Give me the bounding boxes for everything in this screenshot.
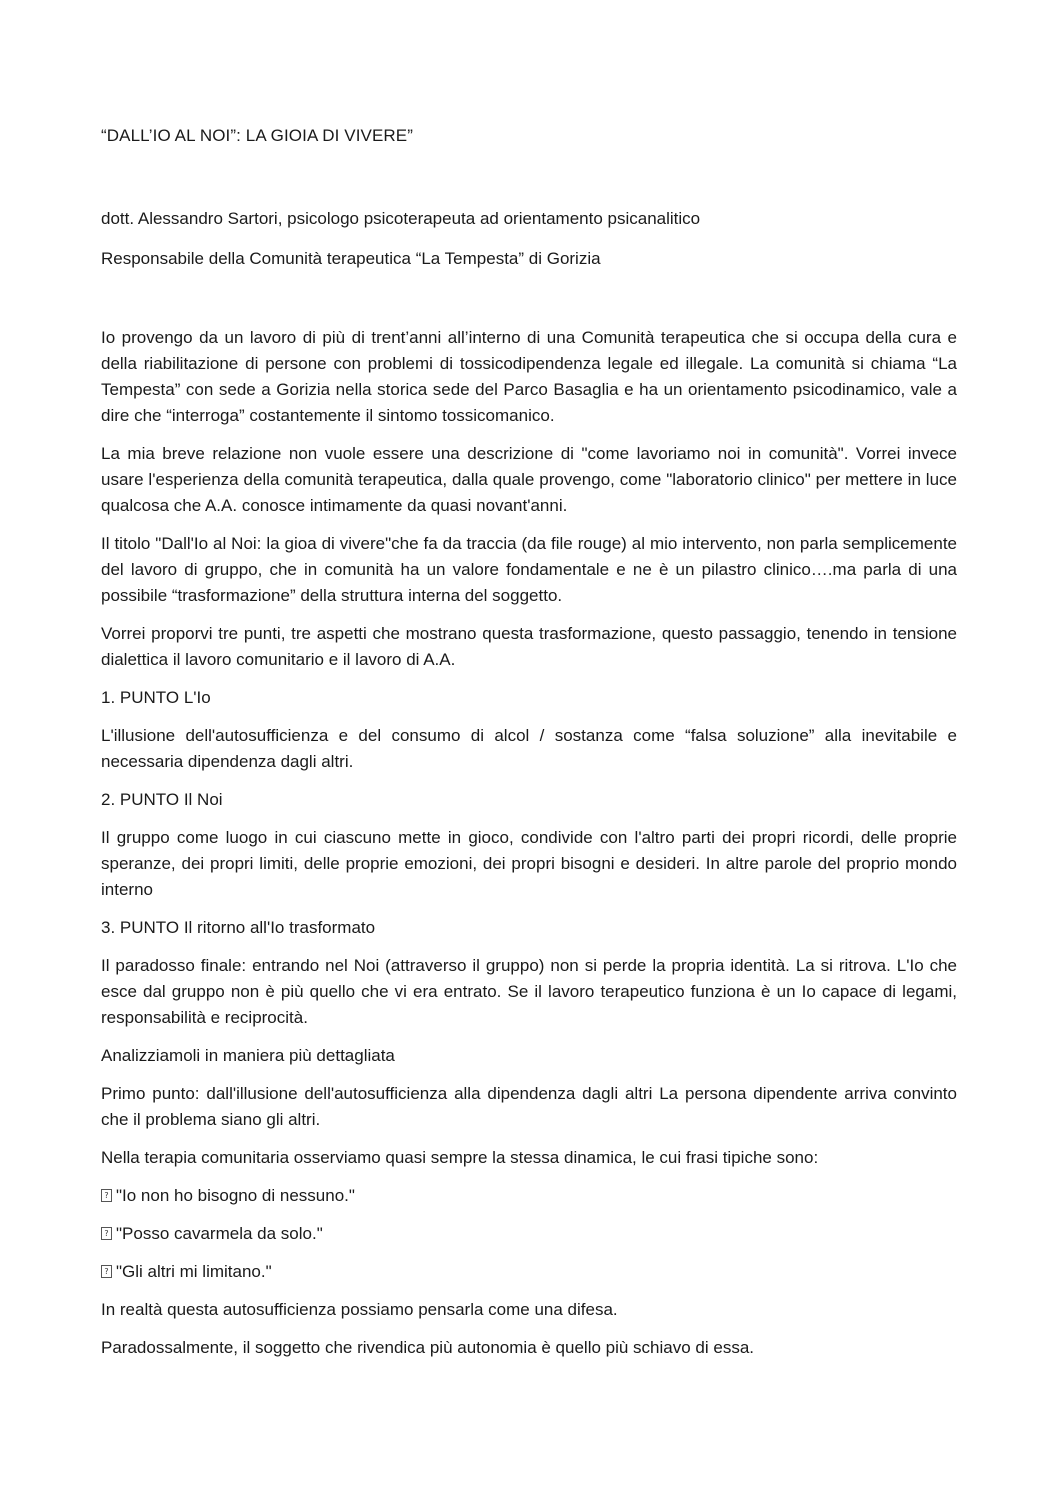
section-heading: 1. PUNTO L'Io — [101, 688, 211, 707]
missing-glyph-icon: ? — [101, 1189, 112, 1202]
quote-text: "Posso cavarmela da solo." — [116, 1224, 323, 1243]
author-role: Responsabile della Comunità terapeutica “La Tempesta” di Gorizia — [101, 249, 601, 268]
paragraph: L'illusione dell'autosufficienza e del consumo di alcol / sostanza come “falsa soluzione” alla inevitabile e necessaria dipendenza dagli altri. — [101, 726, 957, 771]
section-heading: 3. PUNTO Il ritorno all'Io trasformato — [101, 918, 376, 937]
paragraph: La mia breve relazione non vuole essere una descrizione di "come lavoriamo noi in comunità". Vorrei invece usare l'esperienza della comunità terapeutica, dalla quale provengo, come "laboratorio clinico" per mettere in luce qualcosa che A.A. conosce intimamente da quasi novant'anni. — [101, 444, 957, 515]
quote-item — [101, 1221, 957, 1247]
document-body — [101, 325, 957, 1373]
paragraph: Nella terapia comunitaria osserviamo quasi sempre la stessa dinamica, le cui frasi tipiche sono: — [101, 1148, 819, 1167]
quote-text: "Gli altri mi limitano." — [116, 1262, 272, 1281]
quote-text: "Io non ho bisogno di nessuno." — [116, 1186, 355, 1205]
paragraph: Il paradosso finale: entrando nel Noi (attraverso il gruppo) non si perde la propria identità. La si ritrova. L'Io che esce dal gruppo non è più quello che vi era entrato. Se il lavoro terapeutico funziona è un Io capace di legami, responsabilità e reciprocità. — [101, 956, 957, 1027]
paragraph: In realtà questa autosufficienza possiamo pensarla come una difesa. — [101, 1300, 618, 1319]
paragraph: Io provengo da un lavoro di più di trent’anni all’interno di una Comunità terapeutica che si occupa della cura e della riabilitazione di persone con problemi di tossicodipendenza legale ed illegale. La comunità si chiama “La Tempesta” con sede a Gorizia nella storica sede del Parco Basaglia e ha un orientamento psicodinamico, vale a dire che “interroga” costantemente il sintomo tossicomanico. — [101, 328, 957, 425]
document-title: “DALL’IO AL NOI”: LA GIOIA DI VIVERE” — [101, 126, 414, 145]
quote-item — [101, 1183, 957, 1209]
paragraph: Analizziamoli in maniera più dettagliata — [101, 1046, 395, 1065]
paragraph: Il titolo "Dall'Io al Noi: la gioa di vivere"che fa da traccia (da file rouge) al mio intervento, non parla semplicemente del lavoro di gruppo, che in comunità ha un valore fondamentale e ne è un pilastro clinico….ma parla di una possibile “trasformazione” della struttura interna del soggetto. — [101, 534, 957, 605]
paragraph: Il gruppo come luogo in cui ciascuno mette in gioco, condivide con l'altro parti dei propri ricordi, delle proprie speranze, dei propri limiti, delle proprie emozioni, dei propri bisogni e desideri. In altre parole del proprio mondo interno — [101, 828, 957, 899]
missing-glyph-icon: ? — [101, 1227, 112, 1240]
paragraph: Paradossalmente, il soggetto che rivendica più autonomia è quello più schiavo di essa. — [101, 1338, 755, 1357]
author-line: dott. Alessandro Sartori, psicologo psicoterapeuta ad orientamento psicanalitico — [101, 209, 701, 228]
paragraph: Primo punto: dall'illusione dell'autosufficienza alla dipendenza dagli altri La persona dipendente arriva convinto che il problema siano gli altri. — [101, 1084, 957, 1129]
section-heading: 2. PUNTO Il Noi — [101, 790, 223, 809]
paragraph: Vorrei proporvi tre punti, tre aspetti che mostrano questa trasformazione, questo passaggio, tenendo in tensione dialettica il lavoro comunitario e il lavoro di A.A. — [101, 624, 957, 669]
quote-item — [101, 1259, 957, 1285]
missing-glyph-icon: ? — [101, 1265, 112, 1278]
